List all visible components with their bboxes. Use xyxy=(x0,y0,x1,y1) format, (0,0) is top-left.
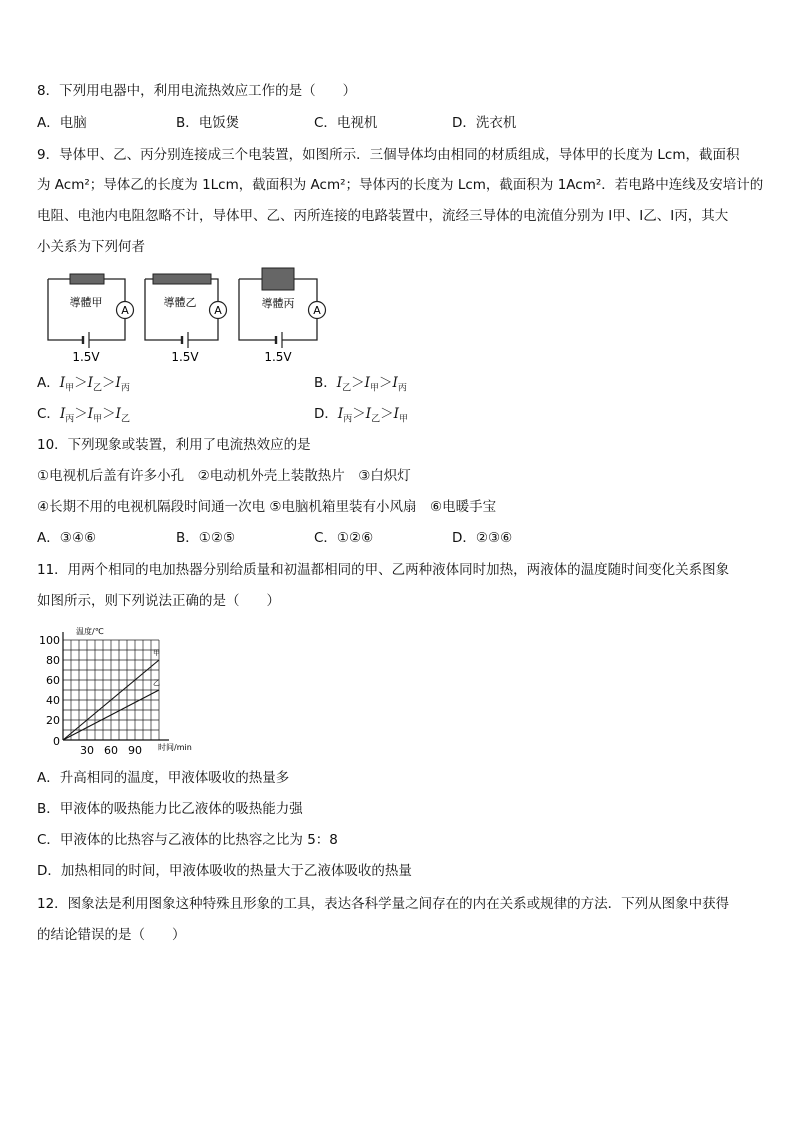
q9-option-a: A．$I_甲>I_乙>I_丙$ xyxy=(37,375,130,394)
q10-items-line-1: ①电视机后盖有许多小孔 ②电动机外壳上装散热片 ③白炽灯 xyxy=(37,468,411,484)
q8-option-d: D．洗衣机 xyxy=(452,115,517,131)
q9-stem-line-3: 电阻、电池内电阻忽略不计，导体甲、乙、丙所连接的电路装置中，流经三导体的电流值分别为 I甲、I乙、I丙，其大 xyxy=(37,208,729,224)
y-tick-label: 100 xyxy=(39,634,60,647)
q8-option-a: A．电脑 xyxy=(37,115,87,131)
temperature-time-chart xyxy=(36,622,206,754)
ammeter-label: A xyxy=(214,304,222,317)
x-tick-label: 30 xyxy=(80,744,94,754)
circuit-jia xyxy=(48,274,134,364)
x-axis-label: 时间/min xyxy=(158,743,192,752)
q12-stem-line-1: 12．图象法是利用图象这种特殊且形象的工具，表达各科学量之间存在的内在关系或规律的方法．下列从图象中获得 xyxy=(37,896,730,912)
y-tick-label: 80 xyxy=(46,654,60,667)
q11-stem-line-2: 如图所示，则下列说法正确的是（ ） xyxy=(37,593,280,609)
q9-stem-line-4: 小关系为下列何者 xyxy=(37,239,145,255)
circuit-bing xyxy=(239,268,326,364)
q10-option-d: D．②③⑥ xyxy=(452,530,513,546)
conductor-label: 導體丙 xyxy=(261,297,295,310)
q8-stem: 8．下列用电器中，利用电流热效应工作的是（ ） xyxy=(37,83,357,99)
q9-circuit-figure xyxy=(40,264,340,364)
conductor-label: 導體甲 xyxy=(69,296,103,309)
conductor-yi xyxy=(153,274,211,284)
chart-tick-labels xyxy=(39,634,142,754)
q10-option-c: C．①②⑥ xyxy=(314,530,374,546)
chart-series xyxy=(63,649,160,740)
q9-option-d: D．$I_丙>I_乙>I_甲$ xyxy=(314,406,408,425)
conductor-bing xyxy=(262,268,294,290)
origin-label: 0 xyxy=(53,735,60,748)
q9-option-c: C．$I_丙>I_甲>I_乙$ xyxy=(37,406,131,425)
y-axis-label: 温度/℃ xyxy=(76,627,104,636)
conductor-jia xyxy=(70,274,104,284)
ammeter-label: A xyxy=(313,304,321,317)
voltage-label: 1.5V xyxy=(171,350,199,364)
q8-option-c: C．电视机 xyxy=(314,115,378,131)
q11-option-d: D．加热相同的时间，甲液体吸收的热量大于乙液体吸收的热量 xyxy=(37,863,412,879)
voltage-label: 1.5V xyxy=(264,350,292,364)
ammeter-label: A xyxy=(121,304,129,317)
chart-grid xyxy=(63,640,159,740)
q10-option-b: B．①②⑤ xyxy=(176,530,236,546)
q11-option-a: A．升高相同的温度，甲液体吸收的热量多 xyxy=(37,770,290,786)
circuit-yi xyxy=(145,274,227,364)
q10-stem: 10．下列现象或装置，利用了电流热效应的是 xyxy=(37,437,311,453)
q11-stem-line-1: 11．用两个相同的电加热器分别给质量和初温都相同的甲、乙两种液体同时加热，两液体的温度随时间变化关系图象 xyxy=(37,562,730,578)
q12-stem-line-2: 的结论错误的是（ ） xyxy=(37,927,186,943)
x-tick-label: 90 xyxy=(128,744,142,754)
y-tick-label: 20 xyxy=(46,714,60,727)
q9-option-b: B．$I_乙>I_甲>I_丙$ xyxy=(314,375,407,394)
q10-items-line-2: ④长期不用的电视机隔段时间通一次电 ⑤电脑机箱里装有小风扇 ⑥电暖手宝 xyxy=(37,499,497,515)
y-tick-label: 60 xyxy=(46,674,60,687)
q9-stem-line-2: 为 Acm²；导体乙的长度为 1Lcm，截面积为 Acm²；导体丙的长度为 Lcm，截面积为 1Acm²．若电路中连线及安培计的 xyxy=(37,177,764,193)
q11-option-b: B．甲液体的吸热能力比乙液体的吸热能力强 xyxy=(37,801,303,817)
q9-stem-line-1: 9．导体甲、乙、丙分别连接成三个电装置，如图所示．三個导体均由相同的材质组成，导体甲的长度为 Lcm，截面积 xyxy=(37,147,740,163)
q8-option-b: B．电饭煲 xyxy=(176,115,240,131)
series-label: 乙 xyxy=(153,679,160,687)
conductor-label: 導體乙 xyxy=(163,296,197,309)
y-tick-label: 40 xyxy=(46,694,60,707)
q11-option-c: C．甲液体的比热容与乙液体的比热容之比为 5：8 xyxy=(37,832,338,848)
series-label: 甲 xyxy=(153,649,160,657)
q10-option-a: A．③④⑥ xyxy=(37,530,97,546)
x-tick-label: 60 xyxy=(104,744,118,754)
voltage-label: 1.5V xyxy=(72,350,100,364)
